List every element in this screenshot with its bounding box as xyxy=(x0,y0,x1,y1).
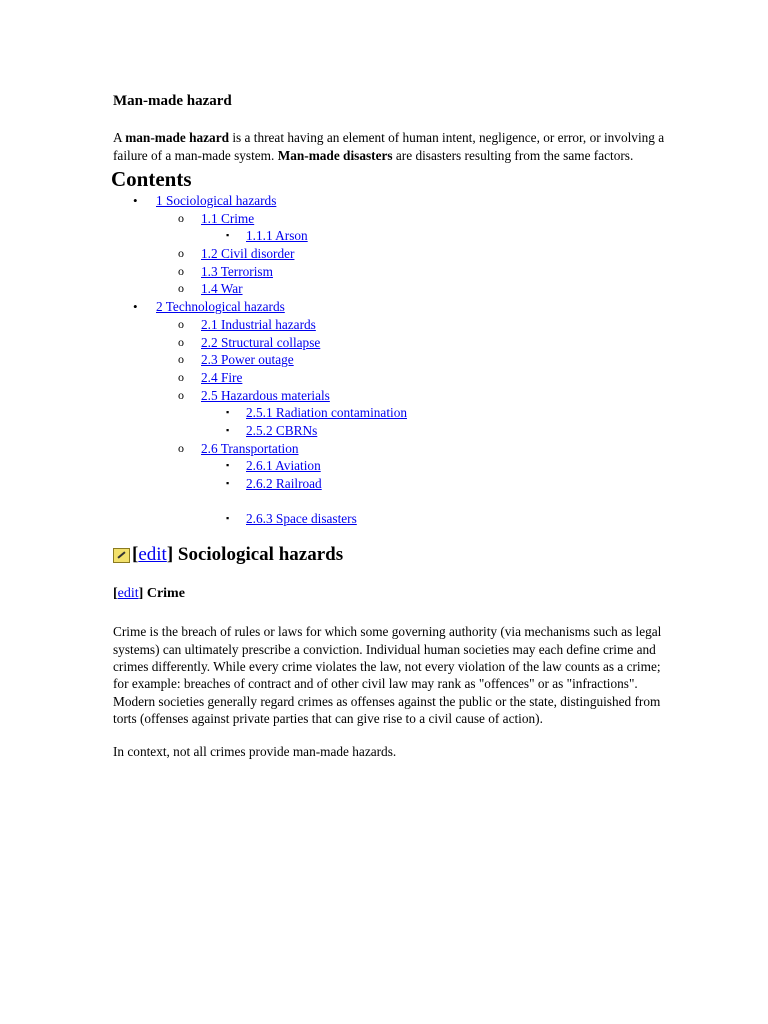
bullet-icon: o xyxy=(178,369,184,384)
toc-item xyxy=(113,351,673,369)
toc-link[interactable]: 2.6.2 Railroad xyxy=(246,476,322,491)
toc-item xyxy=(113,334,673,352)
toc-link[interactable]: 2.2 Structural collapse xyxy=(201,334,321,350)
crime-paragraph: Crime is the breach of rules or laws for which some governing authority (via mechanisms such as legal systems) can ultimately prescribe a conviction. Individual human societies may each define crime and crimes differently. While every crime violates the law, not every violation of the law counts as a crime; for example: breaches of contract and of other civil law may rank as "offences" or as "infractions". Modern societies generally regard crimes as offenses against the public or the state, distinguished from torts (offenses against private parties that can give rise to a civil cause of action). xyxy=(113,624,662,726)
toc-link[interactable]: 2.4 Fire xyxy=(201,369,243,385)
toc-link[interactable]: 2.6 Transportation xyxy=(201,440,299,456)
document-page xyxy=(113,92,673,760)
section-title: Sociological hazards xyxy=(173,544,344,566)
page-title: Man-made hazard xyxy=(113,93,232,109)
bullet-icon: o xyxy=(178,352,184,367)
toc-item xyxy=(113,298,673,316)
toc-link[interactable]: 1 Sociological hazards xyxy=(156,193,277,208)
subsection-title: Crime xyxy=(143,586,185,602)
bullet-icon: ▪ xyxy=(226,230,230,241)
intro-bold-term: man-made hazard xyxy=(125,130,229,145)
context-paragraph: In context, not all crimes provide man-made hazards. xyxy=(113,744,397,760)
toc-item xyxy=(113,227,673,245)
bullet-icon: o xyxy=(178,263,184,278)
toc-item xyxy=(113,210,673,228)
bullet-icon: ▪ xyxy=(226,407,230,418)
edit-pencil-icon[interactable] xyxy=(113,548,130,563)
section-heading-sociological xyxy=(113,543,673,567)
toc-item xyxy=(113,404,673,422)
bullet-icon: o xyxy=(178,387,184,402)
subsection-edit-link[interactable]: edit xyxy=(117,586,139,602)
contents-heading: Contents xyxy=(111,167,192,191)
toc-item xyxy=(113,475,673,493)
bullet-icon: o xyxy=(178,281,184,296)
toc-link[interactable]: 2.5.1 Radiation contamination xyxy=(246,405,408,421)
toc-link[interactable]: 2.5 Hazardous materials xyxy=(201,387,330,403)
toc-link[interactable]: 2.6.1 Aviation xyxy=(246,458,321,474)
toc-item xyxy=(113,263,673,281)
toc-link[interactable]: 2.6.3 Space disasters xyxy=(246,510,357,526)
intro-bold-term-2: Man-made disasters xyxy=(277,147,393,163)
toc-item xyxy=(113,316,673,334)
edit-close-bracket: ] xyxy=(138,586,144,602)
toc-link[interactable]: 1.1.1 Arson xyxy=(246,228,308,244)
intro-paragraph xyxy=(113,129,673,164)
bullet-icon: o xyxy=(178,334,184,349)
toc-item xyxy=(113,245,673,263)
toc-link[interactable]: 2 Technological hazards xyxy=(156,299,285,315)
toc-link[interactable]: 2.3 Power outage xyxy=(201,352,294,368)
toc-spacer xyxy=(113,493,673,510)
toc-link[interactable]: 1.1 Crime xyxy=(201,210,255,226)
edit-close-bracket: ] xyxy=(166,544,174,566)
toc-item xyxy=(113,280,673,298)
toc-link[interactable]: 2.1 Industrial hazards xyxy=(201,316,316,332)
toc-link[interactable]: 1.2 Civil disorder xyxy=(201,246,295,262)
toc-item xyxy=(113,457,673,475)
intro-text-2: is a threat having an element of human intent, negligence, or error, or involving a failure of a man-made system. xyxy=(113,130,665,163)
toc-item xyxy=(113,440,673,458)
intro-text-1: A xyxy=(113,130,126,145)
section-edit-link[interactable]: edit xyxy=(138,544,167,566)
bullet-icon: ▪ xyxy=(226,512,230,523)
toc-item xyxy=(113,369,673,387)
toc-item xyxy=(113,422,673,440)
toc-link[interactable]: 1.4 War xyxy=(201,281,243,297)
edit-open-bracket: [ xyxy=(132,544,139,566)
bullet-icon: o xyxy=(178,210,184,225)
toc-item xyxy=(113,387,673,405)
intro-text-3: are disasters resulting from the same factors. xyxy=(392,147,634,163)
bullet-icon: ▪ xyxy=(226,478,230,488)
bullet-icon: o xyxy=(178,246,184,261)
table-of-contents xyxy=(113,192,673,527)
bullet-icon: • xyxy=(133,299,138,315)
bullet-icon: o xyxy=(178,440,184,455)
toc-link[interactable]: 1.3 Terrorism xyxy=(201,263,273,279)
toc-item xyxy=(113,192,673,210)
bullet-icon: • xyxy=(133,193,138,208)
bullet-icon: ▪ xyxy=(226,460,230,471)
subsection-heading-crime xyxy=(113,585,673,603)
toc-item xyxy=(113,510,673,528)
bullet-icon: o xyxy=(178,316,184,331)
edit-open-bracket: [ xyxy=(113,586,118,602)
toc-link[interactable]: 2.5.2 CBRNs xyxy=(246,422,318,438)
bullet-icon: ▪ xyxy=(226,424,230,435)
